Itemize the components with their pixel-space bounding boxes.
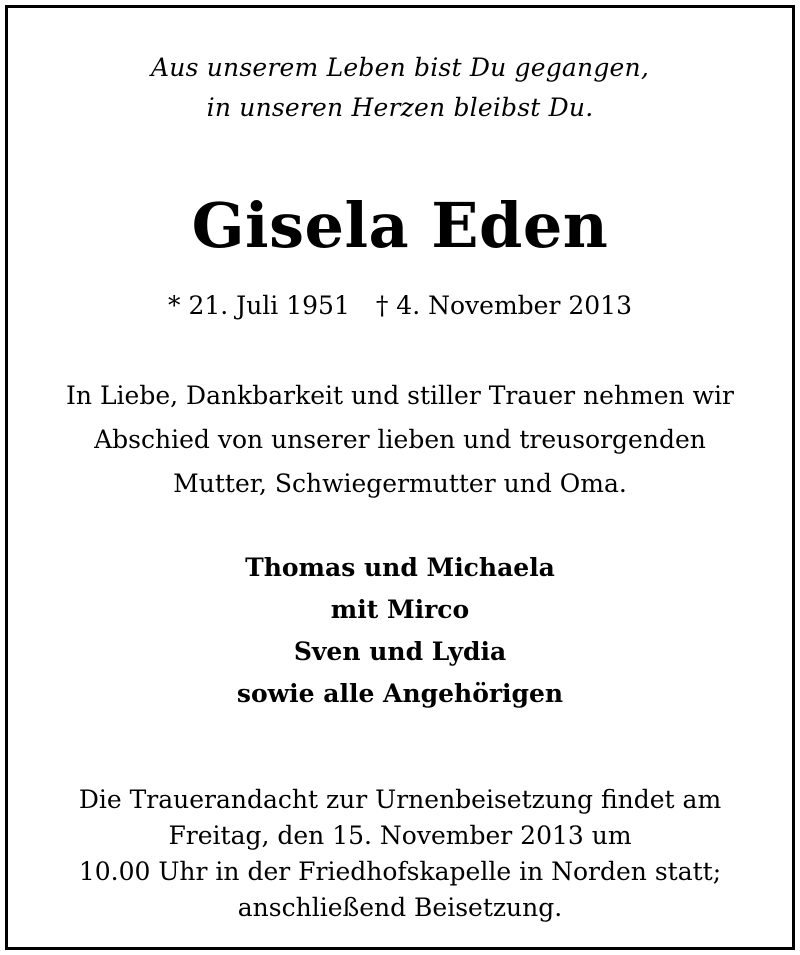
notice-frame	[5, 5, 795, 950]
farewell-line-3: Mutter, Schwiegermutter und Oma.	[173, 469, 627, 498]
service-line-1: Die Trauerandacht zur Urnenbeisetzung findet am	[78, 785, 722, 814]
farewell-text	[8, 374, 792, 506]
farewell-line-2: Abschied von unserer lieben und treusorgenden	[94, 425, 706, 454]
family-signatures	[8, 547, 792, 715]
death-date: † 4. November 2013	[375, 291, 632, 320]
birth-date: * 21. Juli 1951	[168, 291, 350, 320]
deceased-name: Gisela Eden	[191, 189, 609, 262]
service-line-4: anschließend Beisetzung.	[237, 893, 563, 922]
family-line-3: Sven und Lydia	[293, 637, 507, 666]
motto	[8, 48, 792, 128]
family-line-1: Thomas und Michaela	[245, 553, 555, 582]
service-line-2: Freitag, den 15. November 2013 um	[168, 821, 632, 850]
motto-line-1: Aus unserem Leben bist Du gegangen,	[151, 53, 649, 82]
family-line-2: mit Mirco	[330, 595, 470, 624]
family-line-4: sowie alle Angehörigen	[236, 679, 564, 708]
service-info	[8, 782, 792, 926]
motto-line-2: in unseren Herzen bleibst Du.	[206, 93, 594, 122]
service-line-3: 10.00 Uhr in der Friedhofskapelle in Norden statt;	[78, 857, 722, 886]
farewell-line-1: In Liebe, Dankbarkeit und stiller Trauer nehmen wir	[66, 381, 734, 410]
life-dates	[8, 288, 792, 324]
